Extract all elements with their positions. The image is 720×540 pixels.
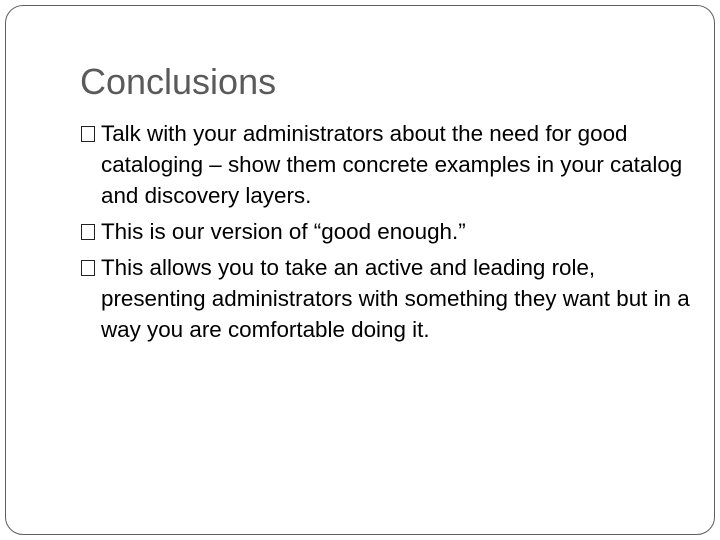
bullet-text: Talk with your administrators about the need for good cataloging – show them concrete examples in your catalog and discovery layers. [101,121,683,208]
bullet-text: This is our version of “good enough.” [101,219,466,244]
slide-title: Conclusions [80,61,277,102]
box-bullet-icon [81,224,95,240]
bullet-item [80,216,690,247]
box-bullet-icon [81,260,95,276]
bullet-item [80,252,690,345]
bullet-list [80,118,690,350]
bullet-text: This allows you to take an active and leading role, presenting administrators with something they want but in a way you are comfortable doing it. [101,255,690,342]
box-bullet-icon [81,126,95,142]
bullet-item [80,118,690,211]
